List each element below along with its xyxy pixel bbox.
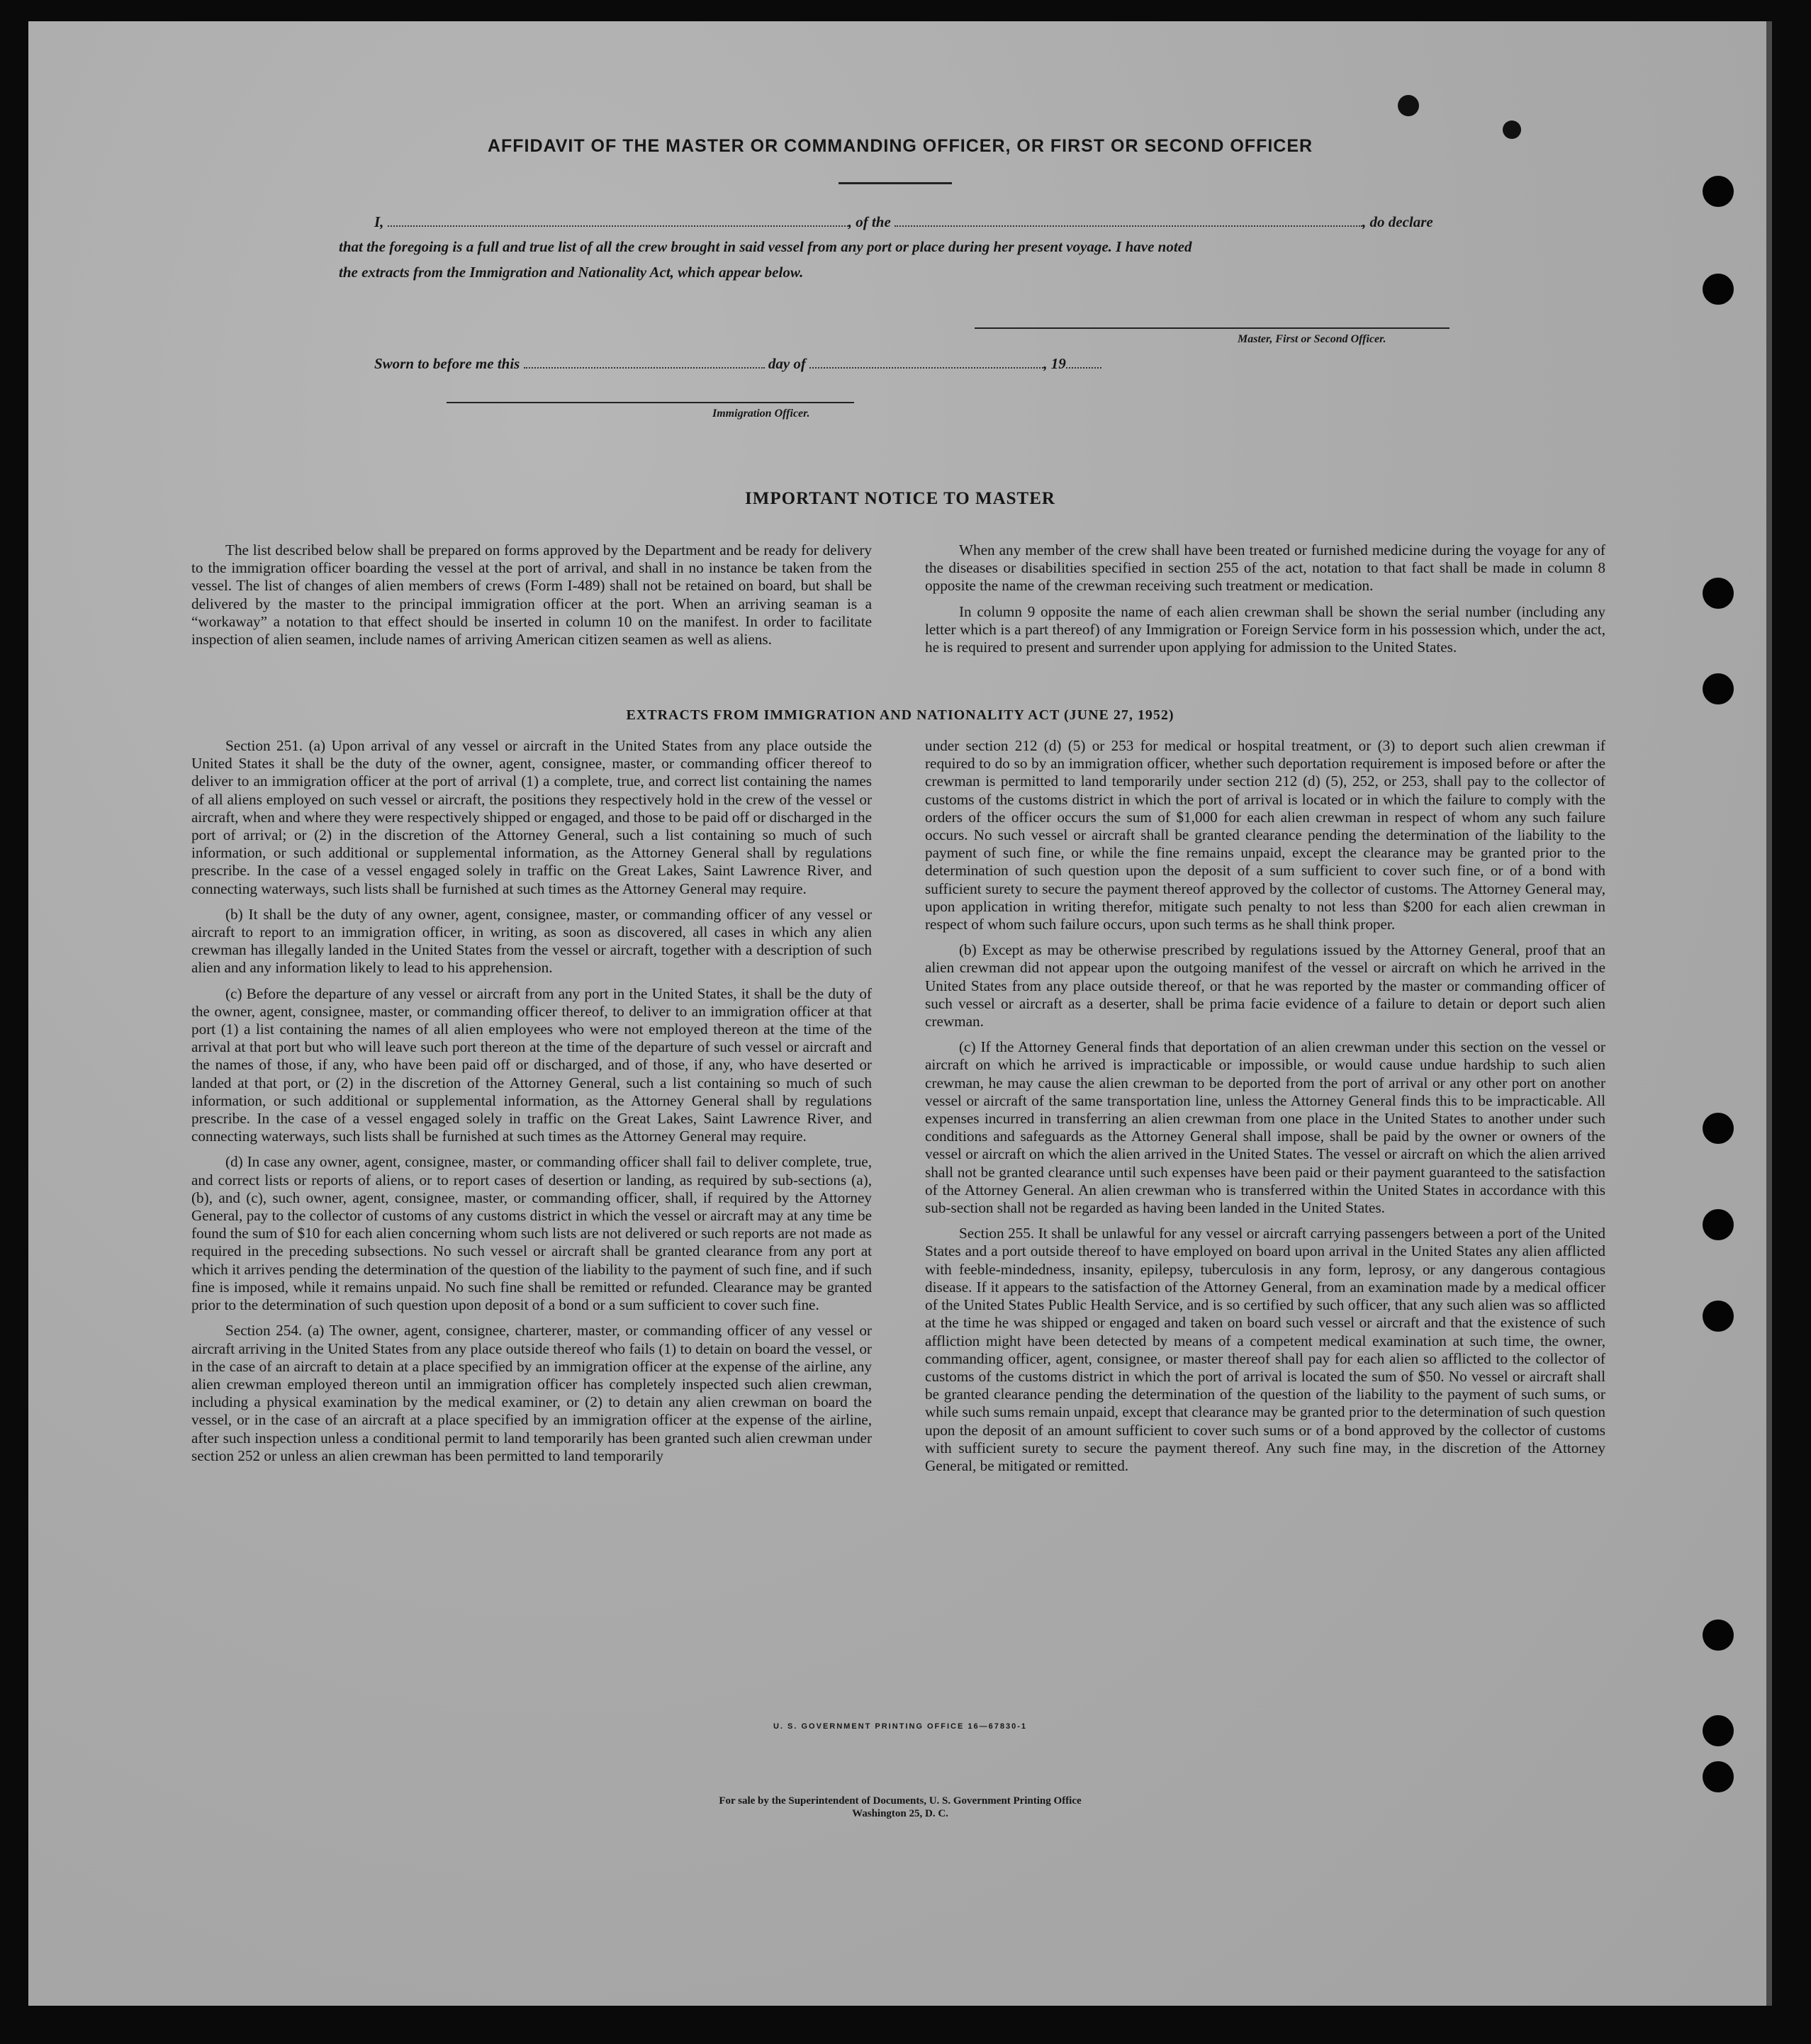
- binder-hole: [1703, 176, 1734, 207]
- ink-smudge: [1398, 95, 1419, 116]
- extracts-title: EXTRACTS FROM IMMIGRATION AND NATIONALITY ACT (JUNE 27, 1952): [626, 707, 1174, 723]
- day-of-label: day of: [768, 355, 806, 372]
- section-paragraph: (c) Before the departure of any vessel or aircraft from any port in the United States, it shall be the duty of the owner, agent, consignee, master, or commanding officer thereof, to deliver to an immigration officer at that port (1) a list containing the names of all alien employees who were not employed thereon at the time of the arrival at that port but who will leave such port thereon at the time of the departure of such vessel or aircraft and the names of those, if any, who have been paid off or discharged, and of those, if any, who have deserted or landed at that port, or (2) in the discretion of the Attorney General, such a list containing so much of such information, or such additional or supplemental information, as the Attorney General shall by regulations prescribe. In the case of a vessel engaged solely in traffic on the Great Lakes, Saint Lawrence River, and connecting waterways, such lists shall be furnished at such times as the Attorney General may require.: [191, 984, 872, 1145]
- sale-notice-line-2: Washington 25, D. C.: [852, 1808, 948, 1819]
- binder-hole: [1703, 274, 1734, 305]
- page-edge-shadow: [1766, 21, 1772, 2006]
- notice-right-column: [925, 541, 1605, 664]
- binder-hole: [1703, 1209, 1734, 1240]
- document-page: [28, 21, 1772, 2006]
- section-paragraph: (b) It shall be the duty of any owner, agent, consignee, master, or commanding officer of any vessel or aircraft to report to an immigration officer, in writing, as soon as discovered, all cases in which any alien crewman has illegally landed in the United States from the vessel or aircraft, together with a description of such alien and any information likely to lead to his apprehension.: [191, 905, 872, 977]
- binder-hole: [1703, 673, 1734, 704]
- notice-paragraph: When any member of the crew shall have been treated or furnished medicine during the voyage for any of the diseases or disabilities specified in section 255 of the act, notation to that fact shall be made in column 8 opposite the name of the crewman receiving such treatment or medication.: [925, 541, 1605, 595]
- section-paragraph: Section 251. (a) Upon arrival of any vessel or aircraft in the United States from any place outside the United States it shall be the duty of the owner, agent, consignee, master, or commanding officer thereof to deliver to an immigration officer at the port of arrival (1) a complete, true, and correct list containing the names of all aliens employed on such vessel or aircraft, the positions they respectively hold in the crew of the vessel or aircraft, when and where they were respectively shipped or engaged, and those to be paid off or discharged in the port of arrival; or (2) in the discretion of the Attorney General, such a list containing so much of such information, or such additional or supplemental information, as the Attorney General shall by regulations prescribe. In the case of a vessel engaged solely in traffic on the Great Lakes, Saint Lawrence River, and connecting waterways, such lists shall be furnished at such times as the Attorney General may require.: [191, 737, 872, 897]
- declarant-name-field[interactable]: [388, 213, 848, 227]
- officer-signature-label: Immigration Officer.: [712, 408, 810, 420]
- extracts-right-column: [925, 737, 1605, 1483]
- sale-notice-line-1: For sale by the Superintendent of Documents, U. S. Government Printing Office: [719, 1795, 1082, 1807]
- sworn-year-field[interactable]: [1066, 354, 1101, 369]
- binder-hole: [1703, 1761, 1734, 1792]
- master-signature-label: Master, First or Second Officer.: [1238, 333, 1386, 345]
- section-paragraph: Section 254. (a) The owner, agent, consignee, charterer, master, or commanding officer of any vessel or aircraft arriving in the United States from any place outside thereof who fails (1) to detain on board the vessel, or in the case of an aircraft to detain at a place specified by an immigration officer at the expense of the airline, any alien crewman employed thereon until an immigration officer has completely inspected such alien crewman, including a physical examination by the medical examiner, or (2) to detain any alien crewman on board the vessel, or in the case of an aircraft at a place specified by an immigration officer at the expense of the airline, after such inspection unless a conditional permit to land temporarily has been granted such alien crewman under section 252 or unless an alien crewman has been permitted to land temporarily: [191, 1322, 872, 1464]
- master-signature-line[interactable]: [975, 327, 1450, 329]
- section-paragraph: Section 255. It shall be unlawful for any vessel or aircraft carrying passengers between a port of the United States and a port outside thereof to have employed on board upon arrival in the United States any alien afflicted with feeble-mindedness, insanity, epilepsy, tuberculosis in any form, leprosy, or any dangerous contagious disease. If it appears to the satisfaction of the Attorney General, from an examination made by a medical officer of the United States Public Health Service, and is so certified by such officer, that any such alien was so afflicted at the time he was shipped or engaged and taken on board such vessel or aircraft and that the existence of such affliction might have been detected by means of a competent medical examination at such time, the owner, commanding officer, agent, consignee, or master thereof shall pay for each alien so afflicted to the collector of customs of the customs district in which the port of arrival is located the sum of $50. No vessel or aircraft shall be granted clearance pending the determination of the question of the liability to the payment of such sums, or while such sums remain unpaid, except that clearance may be granted prior to the determination of such question upon the deposit of an amount sufficient to cover such sums or of a bond approved by the collector of customs with sufficient surety to secure the payment thereof. Any such fine may, in the discretion of the Attorney General, be mitigated or remitted.: [925, 1225, 1605, 1474]
- section-paragraph: (b) Except as may be otherwise prescribed by regulations issued by the Attorney General, proof that an alien crewman did not appear upon the outgoing manifest of the vessel or aircraft on which he arrived in the United States from any place outside thereof, or that he was reported by the master or commanding officer of such vessel or aircraft as a deserter, shall be prima facie evidence of a failure to detain or deport such alien crewman.: [925, 941, 1605, 1031]
- binder-hole: [1703, 1301, 1734, 1332]
- sworn-label: Sworn to before me this: [374, 355, 520, 372]
- binder-hole: [1703, 578, 1734, 609]
- sworn-line: [374, 354, 1101, 373]
- title-underline: [839, 182, 952, 184]
- declarant-label: I,: [374, 213, 384, 230]
- do-declare-label: , do declare: [1362, 213, 1433, 230]
- vessel-name-field[interactable]: [895, 213, 1362, 227]
- section-paragraph: under section 212 (d) (5) or 253 for medical or hospital treatment, or (3) to deport such alien crewman if required to do so by an immigration officer, whether such deportation requirement is imposed before or after the crewman is permitted to land temporarily under section 212 (d) (5), 252, or 253, shall pay to the collector of customs of the customs district in which the port of arrival is located or in which the failure to comply with the orders of the officer occurs the sum of $1,000 for each alien crewman in respect of whom any such failure occurs. No such vessel or aircraft shall be granted clearance pending the determination of the liability to the payment of such fine, or while the fine remains unpaid, except the clearance may be granted prior to the determination of such question upon the deposit of a sum sufficient to cover such fine, or of a bond with sufficient surety to secure the payment thereof approved by the collector of customs. The Attorney General may, upon application in writing therefor, mitigate such penalty to not less than $200 for each alien crewman in respect of whom such failure occurs, upon such terms as he shall think proper.: [925, 737, 1605, 933]
- notice-paragraph: In column 9 opposite the name of each alien crewman shall be shown the serial number (including any letter which is a part thereof) of any Immigration or Foreign Service form in his possession which, under the act, he is required to present and surrender upon applying for admission to the United States.: [925, 602, 1605, 656]
- affidavit-title: AFFIDAVIT OF THE MASTER OR COMMANDING OFFICER, OR FIRST OR SECOND OFFICER: [487, 136, 1313, 156]
- sworn-day-field[interactable]: [524, 354, 765, 369]
- binder-hole: [1703, 1715, 1734, 1746]
- notice-title: IMPORTANT NOTICE TO MASTER: [745, 489, 1055, 508]
- section-paragraph: (c) If the Attorney General finds that deportation of an alien crewman under this section on the vessel or aircraft on which he arrived is impracticable or impossible, or would cause undue hardship to such alien crewman, he may cause the alien crewman to be deported from the port of arrival or any other port on another vessel or aircraft of the same transportation line, unless the Attorney General finds this to be impracticable. All expenses incurred in transferring an alien crewman from one place in the United States to another under such conditions and safeguards as the Attorney General shall impose, shall be paid by the owner or owners of the vessel or aircraft on which the alien arrived in the United States. The vessel or aircraft on which the alien arrived shall not be granted clearance until such expenses have been paid or their payment guaranteed to the satisfaction of the Attorney General. An alien crewman who is transferred within the United States in accordance with this sub-section shall not be regarded as having been landed in the United States.: [925, 1038, 1605, 1217]
- section-paragraph: (d) In case any owner, agent, consignee, master, or commanding officer shall fail to deliver complete, true, and correct lists or reports of aliens, or to report cases of desertion or landing, as required by sub-sections (a), (b), and (c), such owner, agent, consignee, master, or commanding officer, shall, if required by the Attorney General, pay to the collector of customs of any customs district in which the vessel or aircraft may at any time be found the sum of $10 for each alien concerning whom such lists are not delivered or such reports are not made as required in the preceding subsections. No such vessel or aircraft shall be granted clearance from any port at which it arrives pending the determination of the question of the liability to the payment of such fine, and if such fine is imposed, while it remains unpaid. No such fine shall be remitted or refunded. Clearance may be granted prior to the determination of such question upon deposit of a bond or a sum sufficient to cover such fine.: [191, 1153, 872, 1314]
- printing-office-imprint: U. S. GOVERNMENT PRINTING OFFICE 16—67830-1: [773, 1722, 1027, 1731]
- binder-hole: [1703, 1619, 1734, 1651]
- notice-paragraph: The list described below shall be prepared on forms approved by the Department and be ready for delivery to the immigration officer boarding the vessel at the port of arrival, and shall in no instance be taken from the vessel. The list of changes of alien members of crews (Form I-489) shall not be retained on board, but shall be delivered by the master to the principal immigration officer at the port. When an arriving seaman is a “workaway” a notation to that effect should be inserted in column 10 on the manifest. In order to facilitate inspection of alien seamen, include names of arriving American citizen seamen as well as aliens.: [191, 541, 872, 648]
- year-label: , 19: [1043, 355, 1066, 372]
- sworn-month-field[interactable]: [809, 354, 1043, 369]
- extracts-left-column: [191, 737, 872, 1473]
- declaration-line-3: the extracts from the Immigration and Nationality Act, which appear below.: [339, 264, 804, 281]
- officer-signature-line[interactable]: [447, 402, 854, 403]
- notice-left-column: [191, 541, 872, 656]
- declaration-line: [374, 213, 1433, 231]
- of-the-label: , of the: [848, 213, 891, 230]
- declaration-line-2: that the foregoing is a full and true list of all the crew brought in said vessel from any port or place during her present voyage. I have noted: [339, 238, 1192, 255]
- binder-hole: [1703, 1113, 1734, 1144]
